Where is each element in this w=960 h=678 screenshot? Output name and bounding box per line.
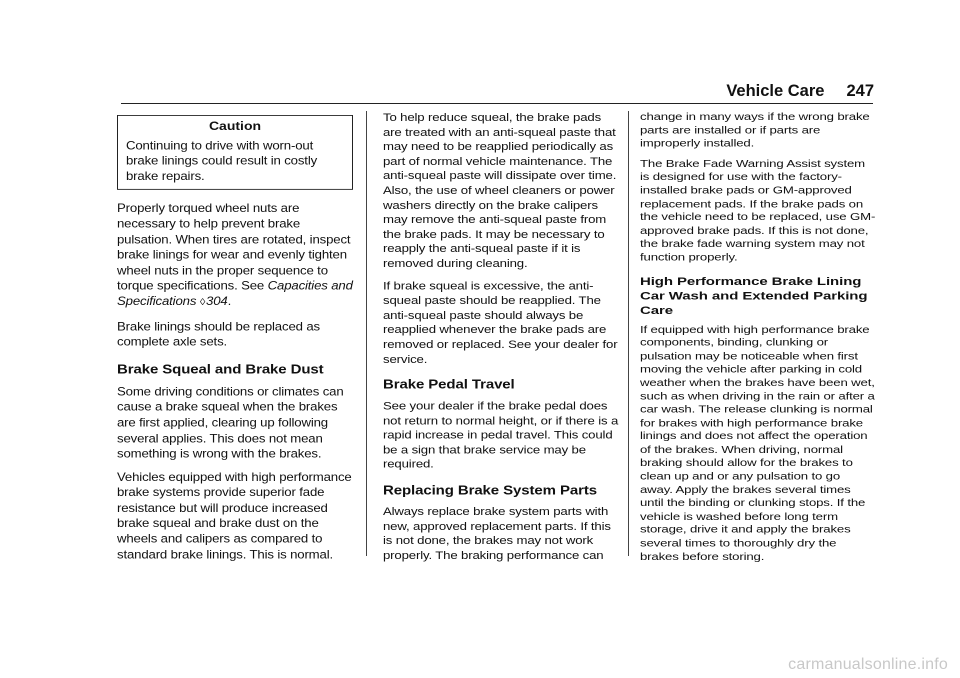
column-3 (640, 110, 876, 570)
capacities-link-page: 304 (206, 294, 228, 308)
caution-text: Continuing to drive with worn-out brake linings could result in costly brake repairs. (126, 138, 318, 183)
column-2 (383, 110, 619, 570)
page-header (726, 82, 874, 101)
capacities-link-label: Capacities and Specifications (117, 278, 353, 308)
page-ref-icon: ◊ (199, 297, 206, 308)
heading-brake-squeal: Brake Squeal and Brake Dust (117, 362, 324, 378)
page-number: 247 (846, 82, 874, 100)
paragraph-anti-squeal: To help reduce squeal, the brake pads are treated with an anti-squeal paste that may need to be reapplied periodically as part of normal vehicle maintenance. The anti-squeal paste will dissipate over time. Also, the use of wheel cleaners or power washers directly on the brake calipers may remove the anti-squeal paste from the brake pads. It may be necessary to reapply the anti-squeal paste if it is removed during cleaning. (383, 110, 617, 270)
paragraph-wheel-nuts: Properly torqued wheel nuts are necessary to help prevent brake pulsation. When tires are rotated, inspect brake linings for wear and evenly tighten wheel nuts in the proper sequence to torque specifications. See Capacities and Specifications ◊ 304. (117, 201, 353, 308)
paragraph-squeal-conditions: Some driving conditions or climates can cause a brake squeal when the brakes are first applied, clearing up following several applies. This does not mean something is wrong with the brakes. (117, 384, 344, 461)
caution-box (117, 115, 353, 190)
paragraph-wrong-parts: change in many ways if the wrong brake parts are installed or if parts are improperly installed. (640, 110, 870, 149)
paragraph-high-performance: Vehicles equipped with high performance brake systems provide superior fade resistance but will produce increased brake squeal and brake dust on the wheels and calipers as compared to standard brake linings. This is normal. (117, 470, 352, 561)
paragraph-wheel-nuts-text: Properly torqued wheel nuts are necessary to help prevent brake pulsation. When tires are rotated, inspect brake linings for wear and evenly tighten wheel nuts in the proper sequence to torque specifications. See (117, 201, 351, 293)
heading-car-wash-parking: High Performance Brake Lining Car Wash and Extended Parking Care (640, 274, 868, 317)
paragraph-pedal-travel: See your dealer if the brake pedal does not return to normal height, or if there is a rapid increase in pedal travel. This could be a sign that brake service may be required. (383, 399, 619, 471)
heading-replacing-parts: Replacing Brake System Parts (383, 483, 597, 498)
caution-title: Caution (208, 118, 262, 133)
column-divider-2 (628, 111, 629, 556)
paragraph-fade-warning: The Brake Fade Warning Assist system is designed for use with the factory-installed brake pads or GM-approved replacement pads. If the brake pads on the vehicle need to be replaced, use GM-approved brake pads. If this is not done, the brake fade warning system may not function properly. (640, 157, 876, 263)
watermark: carmanualsonline.info (788, 656, 948, 673)
paragraph-axle-sets: Brake linings should be replaced as complete axle sets. (117, 319, 320, 349)
paragraph-binding-clunking: If equipped with high performance brake components, binding, clunking or pulsation may be noticeable when first moving the vehicle after parking in cold weather when the brakes have been wet, such as when driving in the rain or after a car wash. The release clunking is normal for brakes with high performance brake linings and does not affect the operation of the brakes. When driving, normal braking should allow for the brakes to clean up and or any pulsation to go away. Apply the brakes several times until the binding or clunking stops. If the vehicle is washed before long term storage, drive it and apply the brakes several times to thoroughly dry the brakes before storing. (640, 323, 875, 563)
column-divider-1 (366, 111, 367, 556)
paragraph-excessive-squeal: If brake squeal is excessive, the anti-squeal paste should be reapplied. The anti-squeal paste should always be reapplied whenever the brake pads are removed or replaced. See your dealer for service. (383, 279, 618, 365)
header-divider (121, 103, 873, 104)
heading-brake-pedal-travel: Brake Pedal Travel (383, 377, 515, 393)
paragraph-replacing-parts: Always replace brake system parts with new, approved replacement parts. If this is not done, the brakes may not work properly. The braking performance can (383, 505, 611, 562)
column-1 (117, 115, 353, 570)
section-title: Vehicle Care (726, 82, 825, 100)
